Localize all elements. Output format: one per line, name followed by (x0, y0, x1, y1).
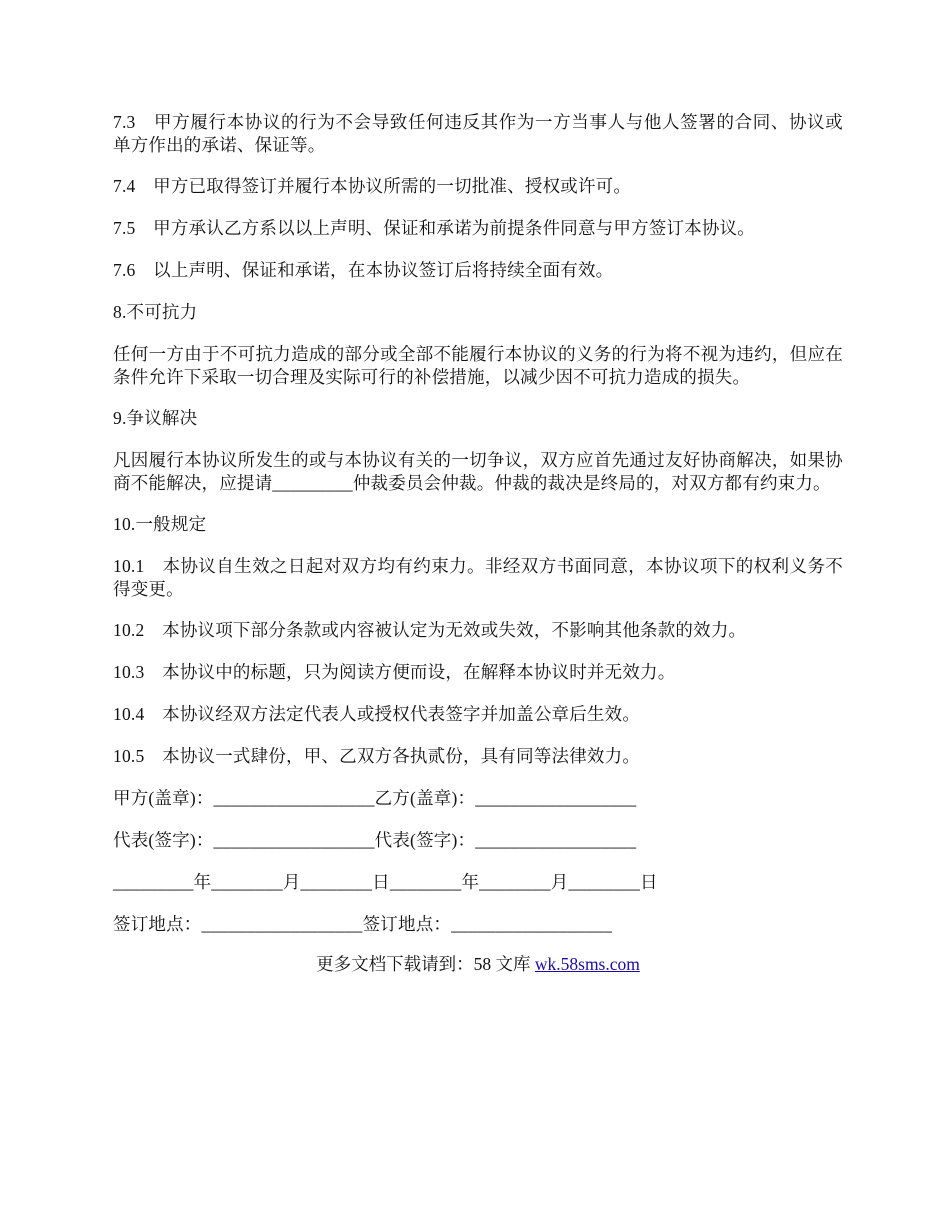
force-majeure-text: 任何一方由于不可抗力造成的部分或全部不能履行本协议的义务的行为将不视为违约，但应在条件允许下采取一切合理及实际可行的补偿措施，以减少因不可抗力造成的损失。 (113, 344, 843, 387)
section-heading-dispute: 9.争议解决 (113, 408, 198, 428)
download-footer (113, 953, 843, 976)
signature-date-line: _________年________月________日________年________月________日 (113, 872, 658, 892)
clause-10-2: 10.2 本协议项下部分条款或内容被认定为无效或失效，不影响其他条款的效力。 (113, 620, 747, 640)
clause-7-5: 7.5 甲方承认乙方系以以上声明、保证和承诺为前提条件同意与甲方签订本协议。 (113, 218, 755, 238)
document-page (113, 111, 843, 976)
clause-10-4: 10.4 本协议经双方法定代表人或授权代表签字并加盖公章后生效。 (113, 704, 641, 724)
section-heading-force-majeure: 8.不可抗力 (113, 302, 198, 322)
clause-7-6: 7.6 以上声明、保证和承诺，在本协议签订后将持续全面有效。 (113, 260, 614, 280)
signature-representative-line: 代表(签字)：__________________代表(签字)：__________________ (113, 830, 637, 850)
footer-link[interactable]: wk.58sms.com (534, 954, 640, 974)
clause-7-4: 7.4 甲方已取得签订并履行本协议所需的一切批准、授权或许可。 (113, 176, 632, 196)
section-heading-general: 10.一般规定 (113, 514, 207, 534)
clause-7-3: 7.3 甲方履行本协议的行为不会导致任何违反其作为一方当事人与他人签署的合同、协议或单方作出的承诺、保证等。 (113, 112, 843, 155)
clause-10-1: 10.1 本协议自生效之日起对双方均有约束力。非经双方书面同意，本协议项下的权利义务不得变更。 (113, 556, 843, 599)
clause-10-5: 10.5 本协议一式肆份，甲、乙双方各执贰份，具有同等法律效力。 (113, 746, 641, 766)
dispute-text: 凡因履行本协议所发生的或与本协议有关的一切争议，双方应首先通过友好协商解决，如果协商不能解决，应提请_________仲裁委员会仲裁。仲裁的裁决是终局的，对双方都有约束力。 (113, 450, 843, 493)
footer-text: 更多文档下载请到：58 文库 (316, 954, 535, 974)
signature-place-line: 签订地点：__________________签订地点：__________________ (113, 914, 613, 934)
clause-10-3: 10.3 本协议中的标题，只为阅读方便而设，在解释本协议时并无效力。 (113, 662, 676, 682)
signature-seal-line: 甲方(盖章)：__________________乙方(盖章)：__________________ (113, 788, 637, 808)
